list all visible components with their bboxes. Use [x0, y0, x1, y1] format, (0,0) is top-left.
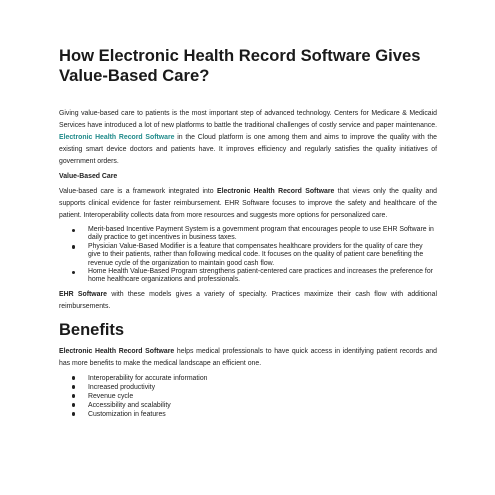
benefits-bold-term: Electronic Health Record Software — [59, 347, 175, 355]
list-item-text: Increased productivity — [88, 383, 156, 391]
list-item-text: Interoperability for accurate information — [88, 374, 208, 382]
list-item-text: Accessibility and scalability — [88, 401, 171, 409]
list-item — [72, 374, 437, 383]
list-item — [72, 392, 437, 401]
ehr-software-link[interactable]: Electronic Health Record Software — [59, 134, 175, 141]
list-item-text: Home Health Value-Based Program strengthens patient-centered care practices and increases the preference for home healthcare organizations and professionals. — [88, 268, 433, 284]
bullet-icon — [72, 245, 75, 248]
benefits-list — [59, 374, 437, 419]
intro-paragraph — [59, 108, 437, 168]
list-item-text: Customization in features — [88, 410, 166, 418]
list-item — [72, 243, 437, 268]
bullet-icon — [72, 394, 75, 397]
benefits-heading: Benefits — [59, 320, 125, 339]
bullet-icon — [72, 376, 75, 379]
closing-paragraph — [59, 289, 437, 313]
value-based-care-paragraph — [59, 186, 437, 222]
intro-text-end: in the Cloud platform is one among them and aims to improve the quality with the existing smart device doctors and patients have. It improves efficiency and regularly satisfies the quality initiatives of government orders. — [59, 134, 437, 165]
closing-bold-term: EHR Software — [59, 290, 107, 298]
list-item-text: Revenue cycle — [88, 392, 134, 400]
list-item — [72, 268, 437, 285]
vbc-text-start: Value-based care is a framework integrated into — [59, 188, 217, 195]
benefits-intro-paragraph — [59, 346, 437, 370]
vbc-bold-term: Electronic Health Record Software — [216, 188, 335, 195]
bullet-icon — [72, 385, 75, 388]
list-item-text: Physician Value-Based Modifier is a feature that compensates healthcare providers for the quality of care they give to their patients, rather than following medical code. It focuses on the quality of patient care benefiting the revenue cycle of the organization to maintain good cash flow. — [88, 242, 424, 267]
intro-text-start: Giving value-based care to patients is the most important step of advanced technology. Centers for Medicare & Medicaid Services have introduced a lot of new platforms to battle the traditional challenges of costly service and paper maintenance. — [59, 110, 437, 129]
list-item — [72, 383, 437, 392]
list-item — [72, 401, 437, 410]
bullet-icon — [72, 229, 75, 232]
list-item — [72, 226, 437, 243]
vbc-text-end: that views only the quality and supports clinical evidence for faster reimbursement. EHR Software focuses to improve the safety and healthcare of the patient. Interoperability collects data from more resources and suggests more options for personalized care. — [59, 188, 437, 219]
list-item-text: Merit-based Incentive Payment System is a government program that encourages people to use EHR Software in daily practice to get incentives in business taxes. — [88, 226, 434, 242]
bullet-icon — [72, 412, 75, 415]
bullet-icon — [72, 271, 75, 274]
value-based-care-heading: Value-Based Care — [59, 173, 118, 180]
list-item — [72, 410, 437, 419]
value-based-programs-list — [59, 226, 437, 285]
bullet-icon — [72, 403, 75, 406]
benefits-intro-text: helps medical professionals to have quick access in identifying patient records and has more benefits to make the medical landscape an efficient one. — [59, 347, 437, 367]
page-title: How Electronic Health Record Software Gives Value-Based Care? — [59, 46, 421, 85]
closing-text: with these models gives a variety of specialty. Practices maximize their cash flow with additional reimbursements. — [59, 290, 437, 310]
